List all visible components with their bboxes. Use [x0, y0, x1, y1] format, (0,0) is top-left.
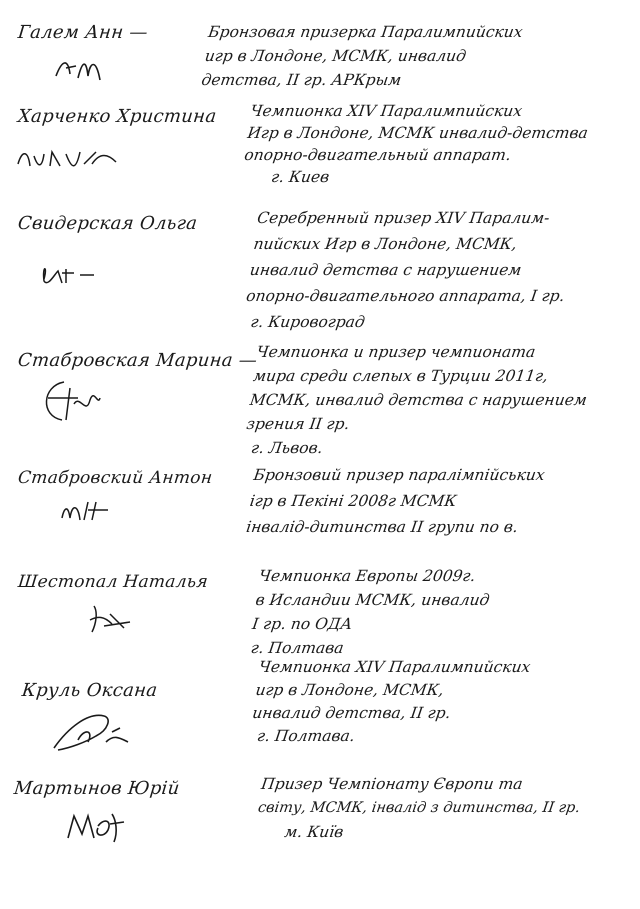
athlete-description [242, 340, 640, 460]
description-line: пийских Игр в Лондоне, МСМК, [252, 235, 518, 253]
athlete-name: Харченко Христина [16, 106, 218, 127]
description-line: Чемпионка и призер чемпионата [255, 343, 537, 361]
signature-stroke-icon [64, 808, 134, 848]
athlete-description [247, 564, 640, 660]
description-line: Бронзовая призерка Паралимпийских [207, 23, 524, 41]
city-line: г. Киев [270, 168, 331, 186]
athlete-name: Мартынов Юрій [12, 778, 181, 799]
signature-stroke-icon [58, 496, 118, 526]
athlete-name: Галем Анн — [16, 22, 149, 43]
athlete-name: Стабровская Марина — [16, 350, 259, 371]
description-line: Серебренный призер XIV Паралим- [256, 209, 551, 227]
city-line: г. Полтава [249, 639, 345, 657]
city-line: г. Полтава. [255, 727, 357, 745]
description-line: Чемпионка XIV Паралимпийских [249, 102, 524, 120]
action-description [248, 656, 640, 748]
description-line: детства, II гр. АРКрым [200, 71, 403, 89]
athlete-description [245, 462, 640, 540]
description-line: мира среди слепых в Турции 2011г, [252, 367, 550, 385]
city-line: г. Львов. [249, 439, 324, 457]
description-line: игр в Лондоне, МСМК, [254, 681, 445, 699]
description-line: I гр. по ОДА [251, 615, 354, 633]
description-line: игр в Лондоне, МСМК, инвалид [203, 47, 468, 65]
description-line: Бронзовий призер паралімпійських [252, 466, 546, 484]
signature-stroke-icon [48, 708, 138, 758]
city-line: м. Київ [283, 823, 345, 841]
signature-stroke-icon [34, 376, 104, 426]
signature-stroke-icon [40, 261, 100, 289]
athlete-name: Стабровский Антон [16, 468, 214, 488]
signature-stroke-icon [16, 144, 126, 174]
description-line: опорно-двигательного аппарата, I гр. [245, 287, 566, 305]
athlete-name: Свидерская Ольга [16, 213, 199, 234]
city-line: г. Кировоград [249, 313, 367, 331]
description-line: інвалід-дитинства II групи по в. [245, 518, 520, 536]
description-line: в Исландии МСМК, инвалид [254, 591, 491, 609]
description-line: Призер Чемпіонату Європи та [260, 775, 524, 793]
athlete-name: Круль Оксана [20, 680, 159, 701]
description-line: опорно-двигательный аппарат. [243, 146, 513, 164]
athlete-name: Шестопал Наталья [16, 572, 210, 592]
description-line: ігр в Пекіні 2008г МСМК [248, 492, 458, 510]
description-line: світу, МСМК, інвалід з дитинства, II гр. [256, 800, 582, 816]
description-line: Чемпионка Европы 2009г. [257, 567, 477, 585]
athlete-description [253, 772, 640, 844]
description-line: Игр в Лондоне, МСМК инвалид-детства [246, 124, 590, 142]
description-line: Чемпионка XIV Паралимпийских [257, 658, 532, 676]
description-line: МСМК, инвалид детства с нарушением [248, 391, 589, 409]
signature-stroke-icon [84, 602, 144, 636]
description-line: зрения II гр. [245, 415, 351, 433]
signature-stroke-icon [52, 52, 112, 86]
athlete-description [241, 205, 640, 335]
athlete-description [240, 100, 637, 188]
athlete-description [200, 20, 640, 92]
description-line: инвалид детства, II гр. [251, 704, 452, 722]
description-line: инвалид детства с нарушением [248, 261, 523, 279]
